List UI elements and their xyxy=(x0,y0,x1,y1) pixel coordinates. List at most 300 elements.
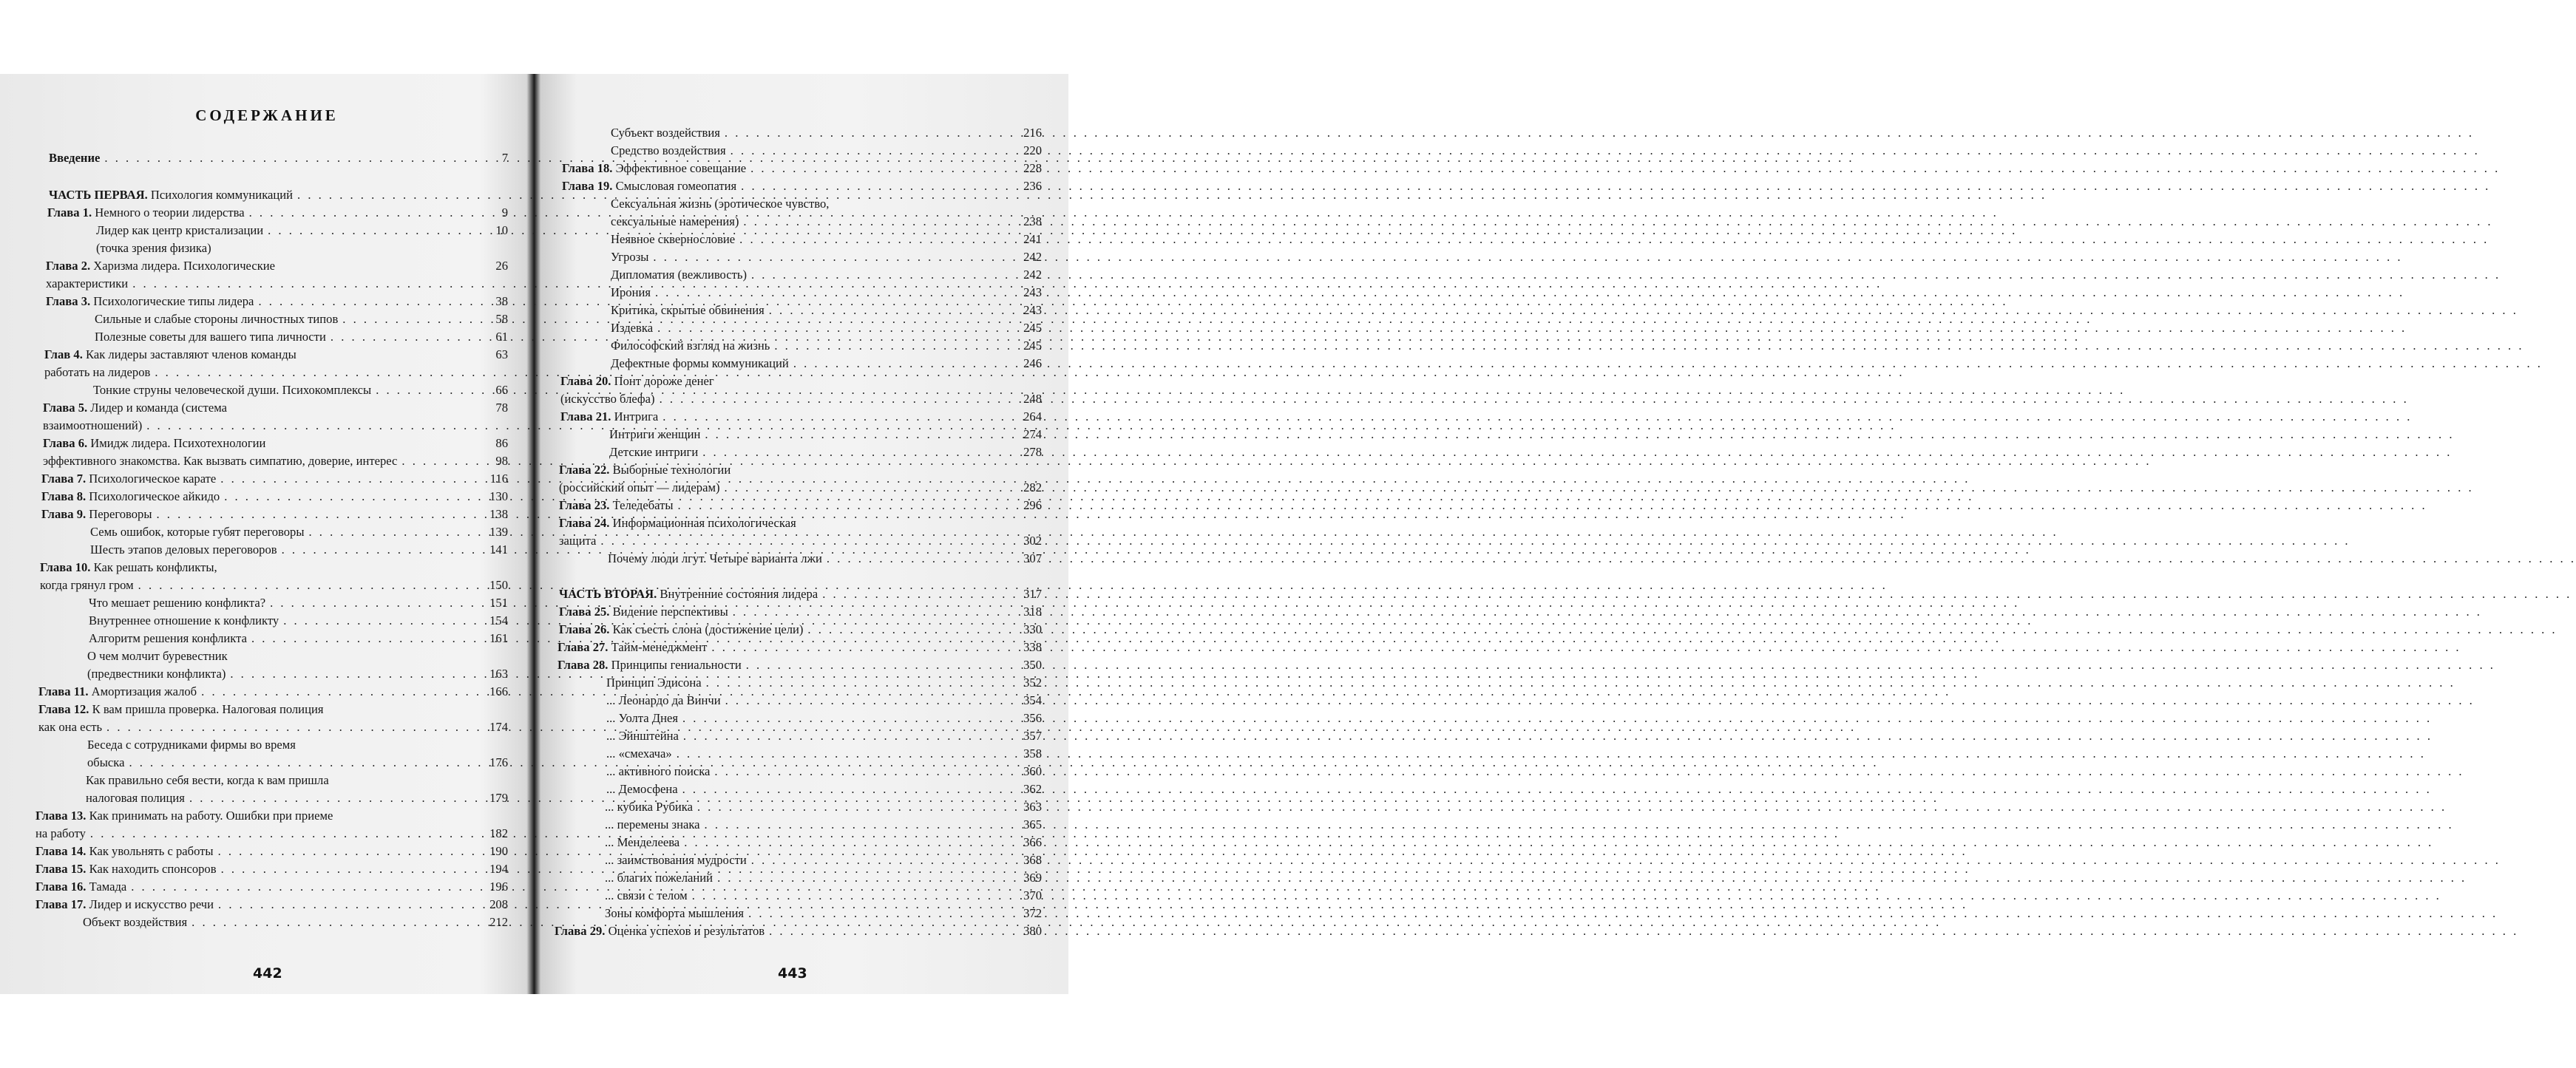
page-ref: 86 xyxy=(495,436,508,450)
entry-text: Внутренние состояния лидера xyxy=(657,587,818,601)
page-ref: 365 xyxy=(1023,817,1042,831)
toc-entry xyxy=(559,495,1042,513)
page-ref: 243 xyxy=(1023,303,1042,317)
toc-entry xyxy=(46,273,508,291)
chapter-label: Глава 21. xyxy=(560,409,611,424)
dot-leader xyxy=(683,729,1022,744)
dot-leader xyxy=(218,897,488,912)
dot-leader xyxy=(191,915,488,930)
dot-leader xyxy=(657,321,1022,336)
dot-leader xyxy=(129,755,488,770)
part-label: ЧАСТЬ ВТОРАЯ. xyxy=(559,587,657,601)
dot-leader xyxy=(331,330,494,344)
toc-entry xyxy=(38,717,508,735)
entry-text: Оценка успехов и результатов xyxy=(605,924,765,938)
chapter-label: Глава 16. xyxy=(35,880,87,894)
toc-entry xyxy=(38,681,508,699)
chapter-label: Глава 1. xyxy=(47,205,92,220)
toc-entry xyxy=(605,885,1042,903)
entry-text: Понт дороже денег xyxy=(611,374,714,388)
dot-leader xyxy=(251,631,488,646)
entry-text: Психология коммуникаций xyxy=(147,188,294,202)
entry-text: Теледебаты xyxy=(609,498,674,512)
page-ref: 248 xyxy=(1023,392,1042,406)
toc-entry xyxy=(90,522,508,540)
entry-text: Внутреннее отношение к конфликту xyxy=(89,613,279,627)
entry-text: Субъект воздействия xyxy=(611,126,720,140)
entry-text: сексуальные намерения) xyxy=(611,214,739,228)
entry-text: ... «смехача» xyxy=(606,746,672,761)
page-ref: 360 xyxy=(1023,764,1042,778)
dot-leader xyxy=(106,720,488,735)
toc-entry xyxy=(86,770,508,788)
toc-entry xyxy=(560,389,1042,407)
page-ref: 7 xyxy=(501,151,508,165)
entry-text: ... заимствования мудрости xyxy=(605,853,747,867)
entry-text: Интриги женщин xyxy=(609,427,701,441)
entry-text: Объект воздействия xyxy=(83,915,188,929)
dot-leader xyxy=(725,480,1023,495)
page-ref: 242 xyxy=(1023,268,1042,282)
chapter-label: Глава 18. xyxy=(562,161,613,175)
dot-leader xyxy=(677,746,1022,761)
page-ref: 139 xyxy=(489,525,508,539)
dot-leader xyxy=(725,126,1022,140)
page-ref: 216 xyxy=(1023,126,1042,140)
dot-leader xyxy=(230,667,488,681)
chapter-label: Глава 10. xyxy=(40,560,91,574)
chapter-label: Глава 20. xyxy=(560,374,611,388)
entry-text: Принцип Эдисона xyxy=(606,676,702,690)
toc-entry xyxy=(557,655,1042,673)
toc-entry xyxy=(49,185,508,203)
page-ref: 317 xyxy=(1023,587,1042,601)
page-ref: 296 xyxy=(1023,498,1042,512)
dot-leader xyxy=(705,427,1022,442)
entry-text: защита xyxy=(559,534,597,548)
dot-leader xyxy=(692,888,1022,903)
entry-text: Критика, скрытые обвинения xyxy=(611,303,765,317)
page-ref: 166 xyxy=(489,684,508,698)
toc-entry xyxy=(47,203,508,220)
page-ref: 66 xyxy=(495,383,508,397)
page-ref: 330 xyxy=(1023,622,1042,636)
page-ref: 228 xyxy=(1023,161,1042,175)
book-spread-scan xyxy=(0,74,1068,994)
toc-entry xyxy=(93,380,508,398)
dot-leader xyxy=(138,578,488,593)
chapter-label: Глава 7. xyxy=(41,472,87,486)
dot-leader xyxy=(827,551,1022,566)
chapter-label: Глава 15. xyxy=(35,862,87,876)
page-ref: 356 xyxy=(1023,711,1042,725)
toc-entry xyxy=(35,859,508,877)
dot-leader xyxy=(711,640,1022,655)
toc-entry xyxy=(89,610,508,628)
page-ref: 243 xyxy=(1023,285,1042,299)
dot-leader xyxy=(705,817,1023,832)
toc-entry xyxy=(609,442,1042,460)
toc-entry xyxy=(43,433,508,451)
page-ref: 368 xyxy=(1023,853,1042,867)
toc-entry xyxy=(41,469,508,486)
entry-text: Алгоритм решения конфликта xyxy=(89,631,247,645)
page-ref: 338 xyxy=(1023,640,1042,654)
entry-text: О чем молчит буревестник xyxy=(87,649,228,663)
page-ref: 369 xyxy=(1023,871,1042,885)
toc-entry xyxy=(35,894,508,912)
entry-text: ... активного поиска xyxy=(606,764,711,778)
page-ref: 236 xyxy=(1023,179,1042,193)
page-ref: 196 xyxy=(489,880,508,894)
chapter-label: Глава 9. xyxy=(41,507,87,521)
entry-text: Амортизация жалоб xyxy=(88,684,197,698)
toc-entry xyxy=(43,415,508,433)
page-ref: 274 xyxy=(1023,427,1042,441)
page-ref: 264 xyxy=(1023,409,1042,424)
toc-entry xyxy=(605,850,1042,868)
toc-entry xyxy=(35,823,508,841)
dot-leader xyxy=(221,862,489,877)
chapter-label: Глава 26. xyxy=(559,622,610,636)
toc-entry xyxy=(606,726,1042,744)
entry-text: Как принимать на работу. Ошибки при приеме xyxy=(86,809,333,823)
dot-leader xyxy=(270,596,488,610)
toc-entry xyxy=(608,548,1042,566)
toc-entry xyxy=(89,593,508,610)
toc-entry xyxy=(559,513,1042,531)
dot-leader xyxy=(653,250,1022,265)
toc-entry xyxy=(87,664,508,681)
dot-leader xyxy=(249,205,501,220)
entry-text: ... Леонардо да Винчи xyxy=(606,693,721,707)
toc-entry xyxy=(555,921,1042,939)
page-ref: 38 xyxy=(495,294,508,308)
entry-text: Тайм-менеджмент xyxy=(608,640,708,654)
page-ref: 372 xyxy=(1023,906,1042,920)
entry-text: Зоны комфорта мышления xyxy=(605,906,745,920)
page-ref: 161 xyxy=(489,631,508,645)
entry-text: ... Эйнштейна xyxy=(606,729,679,743)
chapter-label: Глава 5. xyxy=(43,401,88,415)
page-ref: 78 xyxy=(495,401,508,415)
entry-text: Как правильно себя вести, когда к вам пришла xyxy=(86,773,329,787)
entry-text: Психологическое айкидо xyxy=(86,489,220,503)
page-ref: 354 xyxy=(1023,693,1042,707)
entry-text: ... связи с телом xyxy=(605,888,688,902)
toc-entry xyxy=(611,229,1042,247)
dot-leader xyxy=(682,711,1022,726)
toc-entry xyxy=(559,531,1042,548)
toc-entry xyxy=(46,256,508,273)
dot-leader xyxy=(717,871,1022,885)
dot-leader xyxy=(733,605,1022,619)
page-ref: 350 xyxy=(1023,658,1042,672)
page-ref: 282 xyxy=(1023,480,1042,494)
dot-leader xyxy=(297,188,506,203)
page-number: 442 xyxy=(253,965,282,982)
entry-text: эффективного знакомства. Как вызвать симпатию, доверие, интерес xyxy=(43,454,398,468)
page-ref: 163 xyxy=(489,667,508,681)
chapter-label: Глава 17. xyxy=(35,897,87,911)
toc-entry xyxy=(605,832,1042,850)
toc-entry xyxy=(606,744,1042,761)
entry-text: Сильные и слабые стороны личностных типов xyxy=(95,312,339,326)
entry-text: Переговоры xyxy=(86,507,152,521)
entry-text: взаимоотношений) xyxy=(43,418,143,432)
dot-leader xyxy=(283,613,488,628)
toc-entry xyxy=(41,504,508,522)
entry-text: на работу xyxy=(35,826,86,840)
entry-text: Тамада xyxy=(86,880,127,894)
entry-text: Как съесть слона (достижение цели) xyxy=(609,622,804,636)
dot-leader xyxy=(662,409,1022,424)
entry-text: налоговая полиция xyxy=(86,791,185,805)
toc-entry xyxy=(611,353,1042,371)
toc-entry xyxy=(606,761,1042,779)
entry-text: как она есть xyxy=(38,720,103,734)
toc-entry xyxy=(43,451,508,469)
toc-entry xyxy=(605,868,1042,885)
page-ref: 10 xyxy=(495,223,508,237)
page-ref: 358 xyxy=(1023,746,1042,761)
chapter-label: Глава 6. xyxy=(43,436,88,450)
toc-entry xyxy=(43,398,508,415)
part-label: ЧАСТЬ ПЕРВАЯ. xyxy=(49,188,148,202)
entry-text: Принципы гениальности xyxy=(608,658,742,672)
toc-entry xyxy=(89,628,508,646)
dot-leader xyxy=(697,800,1022,814)
entry-text: Сексуальная жизнь (эротическое чувство, xyxy=(611,197,830,211)
page-ref: 307 xyxy=(1023,551,1042,565)
toc-entry xyxy=(559,477,1042,495)
toc-entry xyxy=(606,779,1042,797)
chapter-label: Глава 29. xyxy=(555,924,606,938)
toc-entry xyxy=(611,140,1042,158)
dot-leader xyxy=(793,356,1022,371)
toc-entry xyxy=(87,752,508,770)
dot-leader xyxy=(774,339,1022,353)
entry-text: Тонкие струны человеческой души. Психокомплексы xyxy=(93,383,372,397)
entry-text: Дефектные формы коммуникаций xyxy=(611,356,789,370)
dot-leader xyxy=(155,365,506,380)
toc-entry xyxy=(86,788,508,806)
chapter-label: Глава 28. xyxy=(557,658,609,672)
page-number: 443 xyxy=(778,965,807,982)
entry-text: Видение перспективы xyxy=(609,605,728,619)
dot-leader xyxy=(342,312,494,327)
toc-entry xyxy=(609,424,1042,442)
entry-text: Неявное сквернословие xyxy=(611,232,736,246)
entry-text: Беседа с сотрудниками фирмы во время xyxy=(87,738,296,752)
page-ref: 26 xyxy=(495,259,508,273)
chapter-label: Глава 2. xyxy=(46,259,91,273)
entry-text: ... кубика Рубика xyxy=(605,800,693,814)
chapter-label: Глава 11. xyxy=(38,684,89,698)
page-title: СОДЕРЖАНИЕ xyxy=(195,106,339,124)
toc-entry xyxy=(38,699,508,717)
chapter-label: Введение xyxy=(49,151,101,165)
dot-leader xyxy=(684,835,1022,850)
page-ref: 130 xyxy=(489,489,508,503)
toc-entry xyxy=(560,371,1042,389)
toc-entry xyxy=(605,814,1042,832)
toc-entry xyxy=(87,646,508,664)
dot-leader xyxy=(376,383,494,398)
dot-leader xyxy=(748,906,1022,921)
entry-text: ... Демосфена xyxy=(606,782,678,796)
page-ref: 352 xyxy=(1023,676,1042,690)
chapter-label: Глава 14. xyxy=(35,844,87,858)
entry-text: обыска xyxy=(87,755,125,769)
toc-entry xyxy=(95,309,508,327)
toc-entry xyxy=(605,903,1042,921)
dot-leader xyxy=(201,684,488,699)
toc-entry xyxy=(83,912,508,930)
page-ref: 302 xyxy=(1023,534,1042,548)
toc-entry xyxy=(611,282,1042,300)
dot-leader xyxy=(104,151,500,166)
entry-text: ... Уолта Днея xyxy=(606,711,678,725)
entry-text: Как решать конфликты, xyxy=(90,560,217,574)
toc-entry xyxy=(96,238,508,256)
entry-text: работать на лидеров xyxy=(44,365,151,379)
toc-entry xyxy=(559,460,1042,477)
dot-leader xyxy=(218,844,489,859)
page-ref: 190 xyxy=(489,844,508,858)
page-ref: 174 xyxy=(489,720,508,734)
toc-entry xyxy=(611,247,1042,265)
dot-leader xyxy=(90,826,488,841)
page-ref: 241 xyxy=(1023,232,1042,246)
chapter-label: Глава 13. xyxy=(35,809,87,823)
dot-leader xyxy=(600,534,1022,548)
page-ref: 380 xyxy=(1023,924,1042,938)
dot-leader xyxy=(702,445,1022,460)
entry-text: Философский взгляд на жизнь xyxy=(611,339,770,353)
toc-entry xyxy=(606,673,1042,690)
toc-entry xyxy=(606,708,1042,726)
dot-leader xyxy=(156,507,488,522)
dot-leader xyxy=(309,525,489,540)
entry-text: Почему люди лгут. Четыре варианта лжи xyxy=(608,551,822,565)
toc-entry xyxy=(87,735,508,752)
entry-text: ... перемены знака xyxy=(605,817,700,831)
dot-leader xyxy=(660,392,1023,407)
chapter-label: Глава 25. xyxy=(559,605,610,619)
dot-leader xyxy=(743,214,1022,229)
page-ref: 141 xyxy=(489,542,508,557)
entry-text: Как находить спонсоров xyxy=(86,862,217,876)
toc-entry xyxy=(606,690,1042,708)
left-page xyxy=(0,74,534,994)
entry-text: (предвестники конфликта) xyxy=(87,667,226,681)
entry-text: Психологическое карате xyxy=(86,472,217,486)
toc-entry xyxy=(40,575,508,593)
dot-leader xyxy=(146,418,506,433)
dot-leader xyxy=(220,472,488,486)
dot-leader xyxy=(131,880,488,894)
dot-leader xyxy=(822,587,1022,602)
toc-entry xyxy=(49,148,508,166)
page-ref: 63 xyxy=(495,347,508,361)
page-ref: 246 xyxy=(1023,356,1042,370)
dot-leader xyxy=(769,924,1022,939)
dot-leader xyxy=(769,303,1022,318)
toc-entry xyxy=(611,300,1042,318)
page-ref: 176 xyxy=(489,755,508,769)
dot-leader xyxy=(739,232,1022,247)
toc-entry xyxy=(559,602,1042,619)
toc-entry xyxy=(611,336,1042,353)
toc-entry xyxy=(35,806,508,823)
dot-leader xyxy=(741,179,1022,194)
toc-entry xyxy=(611,265,1042,282)
entry-text: Издевка xyxy=(611,321,654,335)
chapter-label: Глава 3. xyxy=(46,294,91,308)
entry-text: ... Менделеева xyxy=(605,835,680,849)
page-ref: 138 xyxy=(489,507,508,521)
entry-text: Что мешает решению конфликта? xyxy=(89,596,266,610)
dot-leader xyxy=(189,791,488,806)
page-ref: 362 xyxy=(1023,782,1042,796)
page-ref: 58 xyxy=(495,312,508,326)
page-ref: 151 xyxy=(489,596,508,610)
dot-leader xyxy=(706,676,1023,690)
page-ref: 242 xyxy=(1023,250,1042,264)
entry-text: Как лидеры заставляют членов команды xyxy=(82,347,296,361)
toc-entry xyxy=(611,318,1042,336)
chapter-label: Глава 27. xyxy=(557,640,609,654)
page-ref: 220 xyxy=(1023,143,1042,157)
dot-leader xyxy=(682,782,1022,797)
right-page xyxy=(534,74,1068,994)
chapter-label: Глава 24. xyxy=(559,516,610,530)
toc-entry xyxy=(611,123,1042,140)
entry-text: Дипломатия (вежливость) xyxy=(611,268,747,282)
toc-entry xyxy=(40,557,508,575)
entry-text: Как увольнять с работы xyxy=(86,844,214,858)
dot-leader xyxy=(751,268,1022,282)
dot-leader xyxy=(224,489,488,504)
page-ref: 61 xyxy=(495,330,508,344)
toc-entry xyxy=(605,797,1042,814)
toc-entry xyxy=(35,841,508,859)
dot-leader xyxy=(655,285,1022,300)
entry-text: Полезные советы для вашего типа личности xyxy=(95,330,326,344)
toc-entry xyxy=(44,362,508,380)
entry-text: ... благих пожеланий xyxy=(605,871,714,885)
page-ref: 150 xyxy=(489,578,508,592)
dot-leader xyxy=(731,143,1022,158)
dot-leader xyxy=(677,498,1022,513)
chapter-label: Глава 19. xyxy=(562,179,613,193)
page-ref: 208 xyxy=(489,897,508,911)
entry-text: Интрига xyxy=(611,409,659,424)
toc-entry xyxy=(46,291,508,309)
entry-text: Имидж лидера. Психотехнологии xyxy=(87,436,266,450)
page-ref: 245 xyxy=(1023,321,1042,335)
page-ref: 357 xyxy=(1023,729,1042,743)
page-ref: 194 xyxy=(489,862,508,876)
entry-text: Угрозы xyxy=(611,250,649,264)
page-ref: 179 xyxy=(489,791,508,805)
page-ref: 245 xyxy=(1023,339,1042,353)
entry-text: (искусство блефа) xyxy=(560,392,655,406)
entry-text: (точка зрения физика) xyxy=(96,241,211,255)
toc-entry xyxy=(96,220,508,238)
page-ref: 116 xyxy=(489,472,508,486)
